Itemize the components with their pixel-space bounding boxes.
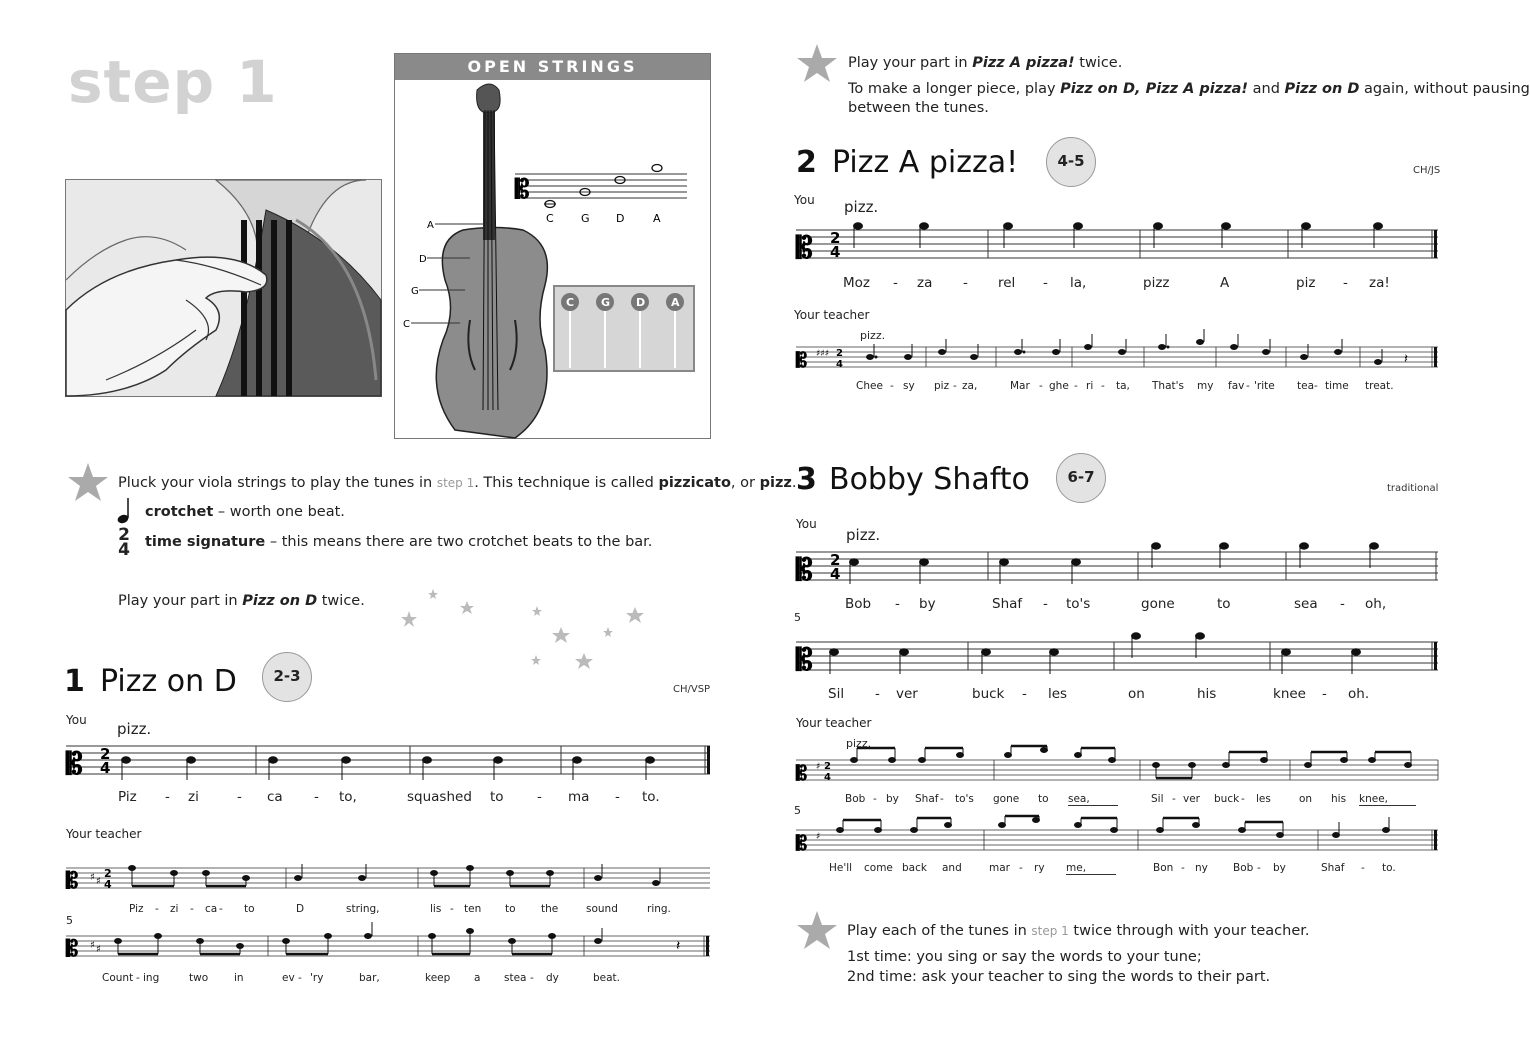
song2-teacher-lyric: tea	[1297, 380, 1315, 392]
svg-text:♯: ♯	[816, 832, 821, 842]
instruction-text: and	[1248, 81, 1285, 97]
song1-teacher-lyric: stea	[504, 972, 527, 984]
song2-teacher-lyric: ri	[1086, 380, 1094, 392]
song2-teacher-lyric: 'rite	[1254, 380, 1275, 392]
song3-teacher-lyric: -	[1172, 793, 1176, 805]
outro-line-2: 1st time: you sing or say the words to your tune;	[847, 949, 1202, 965]
song1-teacher-lyric: ca	[205, 903, 218, 915]
song3-teacher-lyric: -	[873, 793, 877, 805]
crotchet-definition	[145, 502, 345, 522]
song3-teacher-lyric: Bob	[845, 793, 866, 805]
time-signature-definition	[145, 532, 652, 552]
song2-lyric: la,	[1070, 275, 1087, 291]
string-label-c: C	[403, 319, 410, 330]
intro-text: .	[791, 475, 797, 491]
svg-text:𝄡: 𝄡	[796, 761, 808, 785]
svg-text:2: 2	[100, 745, 111, 763]
song3-teacher-lyric: to.	[1382, 862, 1396, 874]
song2-credit: CH/JS	[1413, 165, 1441, 176]
song1-teacher-lyric: keep	[425, 972, 451, 984]
crotchet-term: crotchet	[145, 504, 214, 520]
song1-teacher-lyric: to	[505, 903, 516, 915]
svg-text:𝄡: 𝄡	[796, 643, 813, 678]
note-name-a: A	[653, 212, 661, 225]
instruction-title: Pizz on D	[1284, 81, 1360, 97]
note-name-g: G	[581, 212, 590, 225]
instruction-text: again, without pausing	[1359, 81, 1530, 97]
open-strings-panel	[394, 53, 711, 439]
song2-teacher-lyric: -	[1314, 380, 1318, 392]
timesig-bottom: 4	[118, 540, 130, 560]
svg-text:2: 2	[836, 348, 843, 359]
song3-teacher-lyric: mar	[989, 862, 1010, 874]
song1-pizz: pizz.	[117, 720, 152, 738]
song3-teacher-lyric: Bob	[1233, 862, 1254, 874]
outro-text: Play each of the tunes in	[847, 923, 1032, 939]
open-strings-header: OPEN STRINGS	[395, 54, 710, 80]
song3-teacher-lyric: Sil	[1151, 793, 1164, 805]
song1-teacher-lyric: sound	[586, 903, 618, 915]
intro-text: Pluck your viola strings to play the tunes in	[118, 475, 437, 491]
open-strings-staff	[514, 165, 687, 226]
svg-text:♯: ♯	[816, 762, 821, 772]
song1-teacher-lyric: two	[189, 972, 209, 984]
song1-lyric: to,	[339, 789, 357, 805]
star-icon	[66, 461, 110, 505]
timesig-term: time signature	[145, 534, 266, 550]
song3-lyric: knee	[1273, 686, 1306, 702]
song1-teacher-lyric: -	[298, 972, 302, 984]
song2-lyric: -	[1343, 275, 1348, 291]
song1-you-staff	[66, 742, 712, 782]
song1-teacher-lyric: Count	[102, 972, 134, 984]
song2-teacher-lyric: Chee	[856, 380, 883, 392]
song3-credit: traditional	[1387, 483, 1439, 494]
song1-lyric: ma	[568, 789, 590, 805]
song3-lyric: Bob	[845, 596, 872, 612]
song1-teacher-lyric: -	[136, 972, 140, 984]
song3-teacher-lyric: knee,	[1359, 793, 1416, 806]
song3-teacher-lyric: by	[1273, 862, 1286, 874]
svg-text:4: 4	[830, 243, 841, 261]
song3-teacher-lyric: to	[1038, 793, 1049, 805]
song1-teacher-lyric: beat.	[593, 972, 621, 984]
song3-lyric: -	[1043, 596, 1048, 612]
song2-teacher-pizz: pizz.	[860, 329, 886, 342]
song1-teacher-lyric: in	[234, 972, 244, 984]
note-name-d: D	[616, 212, 625, 225]
song3-teacher-lyric: to's	[955, 793, 974, 805]
string-label-g: G	[411, 286, 419, 297]
song3-lyric: les	[1048, 686, 1068, 702]
song3-teacher-bar-number: 5	[794, 804, 801, 817]
song3-teacher-lyric: back	[902, 862, 927, 874]
star-icon	[795, 909, 839, 953]
hand-plucking-illustration	[66, 180, 381, 396]
song1-bar-number: 5	[66, 914, 73, 927]
right-instruction-2	[848, 79, 1530, 99]
instruction-text: To make a longer piece, play	[848, 81, 1061, 97]
svg-text:𝄡: 𝄡	[66, 747, 83, 782]
svg-text:♯: ♯	[96, 876, 101, 887]
svg-text:♯♯♯: ♯♯♯	[816, 349, 830, 359]
song3-teacher-lyric: ny	[1195, 862, 1208, 874]
svg-text:𝄡: 𝄡	[66, 868, 79, 894]
song3-bar-number: 5	[794, 611, 801, 624]
svg-text:2: 2	[830, 229, 841, 247]
intro-text: , or	[730, 475, 760, 491]
song2-lyric: za!	[1369, 275, 1390, 291]
song2-teacher-lyric: time	[1325, 380, 1349, 392]
svg-text:4: 4	[104, 878, 112, 891]
chart-string-c: C	[566, 296, 575, 309]
song2-teacher-lyric: -	[1101, 380, 1105, 392]
song2-teacher-label: Your teacher	[794, 308, 870, 322]
song2-teacher-lyric: ta,	[1116, 380, 1130, 392]
song1-teacher-label: Your teacher	[66, 827, 142, 841]
note-name-c: C	[546, 212, 554, 225]
song3-title: Bobby Shafto	[829, 462, 1030, 497]
song3-teacher-lyric: -	[1241, 793, 1245, 805]
song3-lyric: to's	[1066, 596, 1091, 612]
song1-teacher-lyric: -	[190, 903, 194, 915]
pizzicato-term: pizzicato	[658, 475, 731, 491]
song2-lyric: Moz	[843, 275, 870, 291]
song2-title: Pizz A pizza!	[832, 145, 1019, 180]
song2-teacher-lyric: -	[1039, 380, 1043, 392]
instruction-title: Pizz A pizza!	[972, 55, 1075, 71]
svg-text:𝄡: 𝄡	[796, 553, 813, 588]
song1-teacher-lyric: lis	[430, 903, 442, 915]
song3-lyric: to	[1217, 596, 1231, 612]
play-text: twice.	[317, 593, 365, 609]
svg-text:𝄡: 𝄡	[66, 936, 79, 962]
song3-teacher-lyric: -	[940, 793, 944, 805]
star-icon	[795, 42, 839, 86]
right-instruction-3: between the tunes.	[848, 100, 989, 116]
song1-lyric: Piz	[118, 789, 137, 805]
svg-text:2: 2	[830, 551, 841, 569]
song1-number: 1	[64, 664, 85, 699]
song1-teacher-lyric: Piz	[129, 903, 144, 915]
svg-text:♯: ♯	[90, 940, 95, 951]
song3-lyric: ver	[896, 686, 918, 702]
song2-teacher-lyric: -	[1246, 380, 1250, 392]
song3-you-staff-2	[796, 638, 1440, 678]
song3-teacher-lyric: He'll	[829, 862, 853, 874]
instruction-text: Play your part in	[848, 55, 973, 71]
song1-credit: CH/VSP	[673, 684, 711, 695]
song3-teacher-lyric: ver	[1183, 793, 1200, 805]
song3-you-staff-1	[796, 548, 1440, 588]
song2-lyric: -	[893, 275, 898, 291]
timesig-desc: – this means there are two crotchet beats to the bar.	[265, 534, 653, 550]
song3-lyric: his	[1197, 686, 1217, 702]
svg-text:𝄽: 𝄽	[676, 938, 681, 954]
song3-teacher-lyric: his	[1331, 793, 1347, 805]
outro-text: twice through with your teacher.	[1068, 923, 1310, 939]
song3-teacher-pizz: pizz.	[846, 737, 872, 750]
song1-teacher-staff-1	[66, 860, 712, 896]
song1-lyric: ca	[267, 789, 283, 805]
song1-teacher-lyric: zi	[170, 903, 179, 915]
crotchet-icon	[116, 497, 134, 525]
song2-teacher-staff	[796, 341, 1440, 373]
song3-lyric: Sil	[828, 686, 845, 702]
song3-teacher-lyric: gone	[993, 793, 1020, 805]
song1-lyric: to	[490, 789, 504, 805]
step-ref: step 1	[436, 476, 475, 490]
outro-line-1	[847, 921, 1309, 941]
song2-you-label: You	[794, 193, 815, 207]
intro-text: . This technique is called	[474, 475, 659, 491]
viola-diagram	[395, 80, 710, 438]
step-ref: step 1	[1031, 924, 1069, 938]
song3-teacher-lyric: buck	[1214, 793, 1240, 805]
song3-lyric: Shaf	[992, 596, 1023, 612]
right-instruction-1	[848, 53, 1122, 73]
song3-teacher-lyric: -	[1181, 862, 1185, 874]
outro-line-3: 2nd time: ask your teacher to sing the words to their part.	[847, 969, 1271, 985]
song3-lyric: gone	[1141, 596, 1175, 612]
song3-teacher-lyric: -	[1361, 862, 1365, 874]
song1-teacher-lyric: -	[450, 903, 454, 915]
song2-teacher-lyric: -	[890, 380, 894, 392]
song3-lyric: -	[875, 686, 880, 702]
instruction-text: twice.	[1074, 55, 1123, 71]
song3-you-label: You	[796, 517, 817, 531]
song2-teacher-lyric: Mar	[1010, 380, 1030, 392]
svg-text:𝄡: 𝄡	[796, 348, 808, 372]
song2-track-badge: 4-5	[1046, 137, 1096, 187]
song3-teacher-lyric: Shaf	[915, 793, 939, 805]
song1-lyric: -	[237, 789, 242, 805]
song1-teacher-lyric: ing	[143, 972, 160, 984]
song2-teacher-lyric: fav	[1228, 380, 1245, 392]
song1-teacher-lyric: string,	[346, 903, 380, 915]
song1-track-badge: 2-3	[262, 652, 312, 702]
song2-pizz: pizz.	[844, 198, 879, 216]
song3-teacher-lyric: Shaf	[1321, 862, 1345, 874]
chart-string-a: A	[671, 296, 680, 309]
play-instruction	[118, 591, 365, 611]
song3-teacher-lyric: and	[942, 862, 962, 874]
song1-teacher-lyric: a	[474, 972, 481, 984]
song1-teacher-lyric: 'ry	[310, 972, 324, 984]
svg-text:♯: ♯	[90, 872, 95, 883]
song1-teacher-lyric: D	[296, 903, 305, 915]
song2-teacher-lyric: sy	[903, 380, 915, 392]
song3-track-badge: 6-7	[1056, 453, 1106, 503]
song2-you-staff	[796, 226, 1440, 266]
svg-text:2: 2	[104, 867, 112, 880]
svg-text:♯: ♯	[96, 944, 101, 955]
song1-teacher-lyric: -	[219, 903, 223, 915]
song2-teacher-lyric: -	[953, 380, 957, 392]
song3-teacher-lyric: -	[1257, 862, 1261, 874]
song3-lyric: -	[895, 596, 900, 612]
song3-lyric: oh.	[1348, 686, 1370, 702]
svg-text:4: 4	[830, 565, 841, 583]
song3-lyric: oh,	[1365, 596, 1387, 612]
song3-lyric: on	[1128, 686, 1145, 702]
song1-lyric: zi	[188, 789, 199, 805]
song3-teacher-staff-1	[796, 754, 1440, 786]
song1-lyric: -	[165, 789, 170, 805]
song3-lyric: buck	[972, 686, 1005, 702]
song3-lyric: sea	[1294, 596, 1318, 612]
song2-teacher-lyric: treat.	[1365, 380, 1394, 392]
song3-number: 3	[796, 462, 817, 497]
song1-lyric: to.	[642, 789, 660, 805]
svg-text:𝄡: 𝄡	[796, 831, 808, 855]
song1-lyric: -	[615, 789, 620, 805]
song1-title: Pizz on D	[100, 664, 237, 699]
string-label-a: A	[427, 220, 434, 231]
song3-lyric: -	[1340, 596, 1345, 612]
song1-teacher-lyric: the	[541, 903, 559, 915]
time-signature-icon	[116, 525, 132, 560]
instruction-title: Pizz on D, Pizz A pizza!	[1060, 81, 1249, 97]
song2-lyric: rel	[998, 275, 1016, 291]
song3-lyric: -	[1322, 686, 1327, 702]
song2-teacher-lyric: my	[1197, 380, 1214, 392]
song1-teacher-lyric: dy	[546, 972, 559, 984]
chart-string-d: D	[636, 296, 646, 309]
song3-teacher-lyric: Bon	[1153, 862, 1174, 874]
song3-teacher-lyric: by	[886, 793, 899, 805]
song3-teacher-staff-2	[796, 822, 1440, 856]
song2-lyric: piz	[1296, 275, 1316, 291]
song2-teacher-lyric: That's	[1152, 380, 1184, 392]
song1-teacher-lyric: ev	[282, 972, 295, 984]
alto-clef-icon: 𝄡	[515, 175, 530, 205]
chart-string-g: G	[601, 296, 611, 309]
play-text: Play your part in	[118, 593, 243, 609]
song3-teacher-lyric: -	[1019, 862, 1023, 874]
song3-teacher-lyric: on	[1299, 793, 1313, 805]
song1-you-label: You	[66, 713, 87, 727]
song2-teacher-lyric: za,	[962, 380, 978, 392]
song3-teacher-label: Your teacher	[796, 716, 872, 730]
song2-lyric: za	[917, 275, 933, 291]
intro-line-1	[118, 473, 796, 493]
step-heading: step 1	[68, 48, 278, 116]
svg-text:4: 4	[100, 759, 111, 777]
song3-teacher-lyric: les	[1256, 793, 1271, 805]
play-title: Pizz on D	[242, 593, 318, 609]
song2-lyric: -	[963, 275, 968, 291]
song1-teacher-lyric: ten	[464, 903, 482, 915]
song3-lyric: -	[1022, 686, 1027, 702]
string-label-d: D	[419, 254, 427, 265]
song1-teacher-lyric: bar,	[359, 972, 380, 984]
song1-teacher-staff-2	[66, 928, 712, 964]
song2-teacher-lyric: -	[1074, 380, 1078, 392]
svg-text:4: 4	[836, 359, 843, 370]
song1-teacher-lyric: -	[155, 903, 159, 915]
svg-text:4: 4	[824, 772, 831, 783]
song3-pizz: pizz.	[846, 526, 881, 544]
song2-lyric: -	[1043, 275, 1048, 291]
svg-text:𝄡: 𝄡	[796, 231, 813, 266]
song3-teacher-lyric: me,	[1066, 862, 1116, 875]
crotchet-desc: – worth one beat.	[213, 504, 345, 520]
timesig-top: 2	[118, 525, 130, 545]
song2-teacher-lyric: piz	[934, 380, 950, 392]
song1-lyric: -	[314, 789, 319, 805]
song2-teacher-lyric: ghe	[1049, 380, 1069, 392]
song1-lyric: -	[537, 789, 542, 805]
song1-teacher-lyric: ring.	[647, 903, 671, 915]
svg-text:2: 2	[824, 761, 831, 772]
song1-lyric: squashed	[407, 789, 472, 805]
song3-teacher-lyric: sea,	[1068, 793, 1118, 806]
svg-text:𝄽: 𝄽	[1404, 352, 1408, 367]
decorative-stars-icon	[395, 585, 655, 675]
song1-teacher-lyric: to	[244, 903, 255, 915]
pizz-term: pizz	[759, 475, 792, 491]
pizzicato-photo	[65, 179, 382, 397]
song2-number: 2	[796, 145, 817, 180]
song2-lyric: A	[1220, 275, 1230, 291]
song3-lyric: by	[919, 596, 936, 612]
song2-lyric: pizz	[1143, 275, 1170, 291]
song3-teacher-lyric: come	[864, 862, 893, 874]
song1-teacher-lyric: -	[530, 972, 534, 984]
song3-teacher-lyric: ry	[1034, 862, 1045, 874]
string-chart	[554, 286, 694, 371]
